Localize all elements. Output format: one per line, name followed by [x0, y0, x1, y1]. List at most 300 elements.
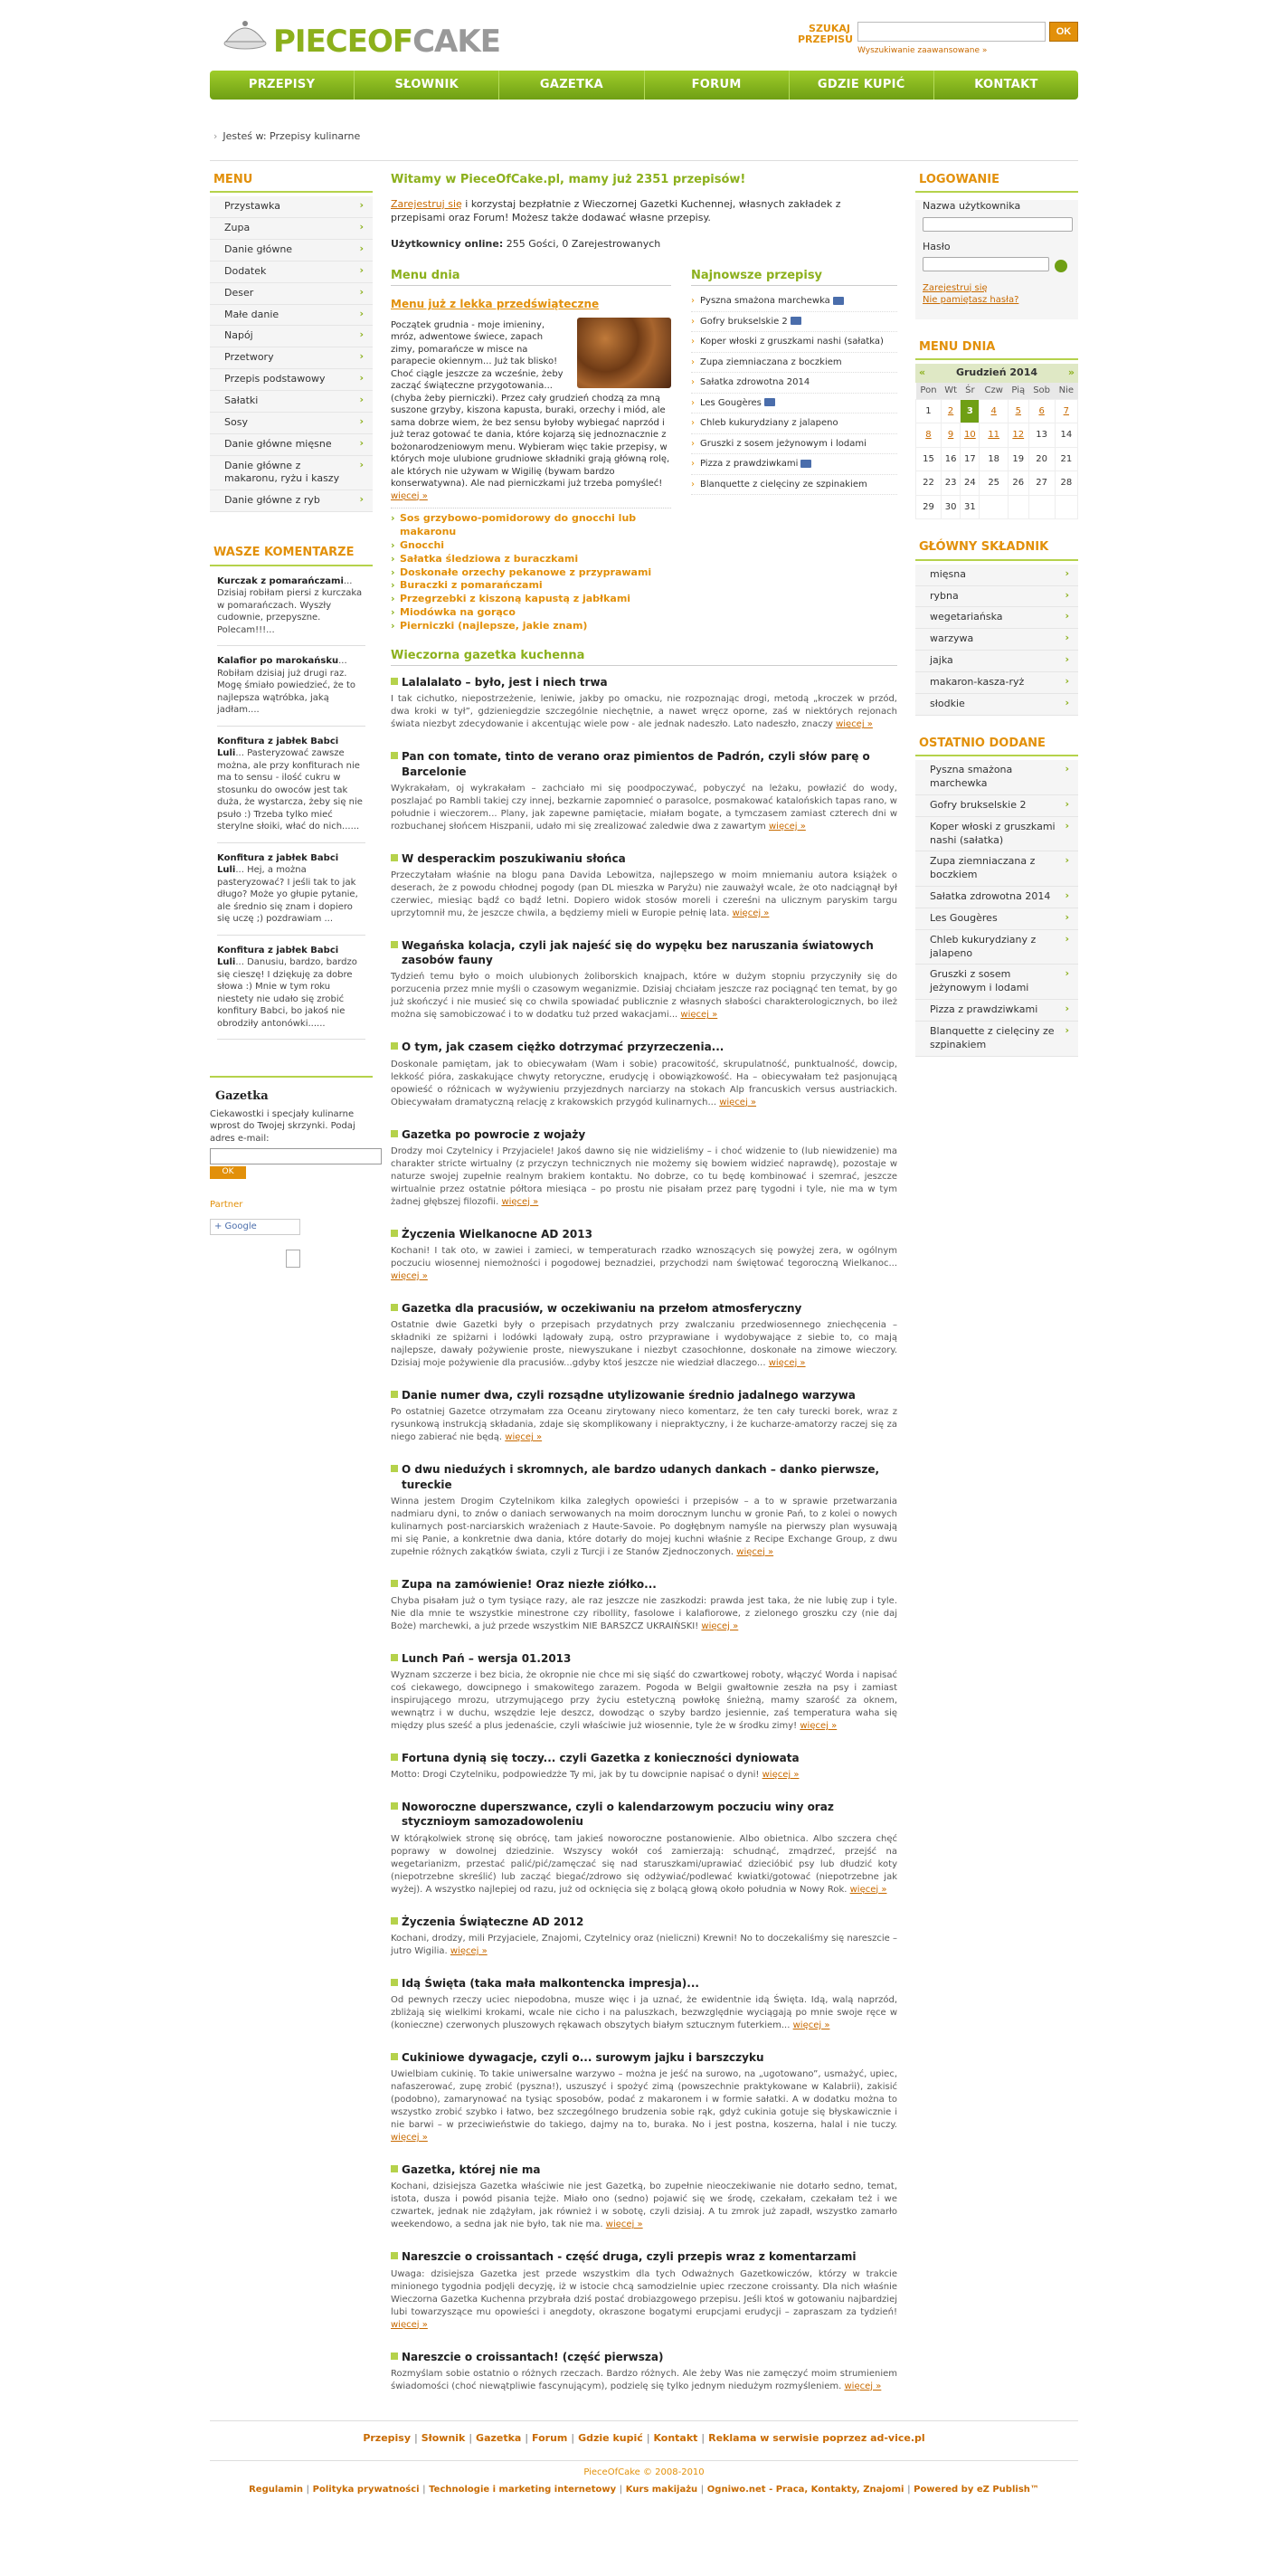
article [391, 1127, 897, 1218]
calendar-day-link[interactable]: 10 [963, 430, 976, 441]
article-title[interactable]: Życzenia Wielkanocne AD 2013 [391, 1227, 897, 1241]
ingredient-item [915, 586, 1078, 608]
calendar-day[interactable]: 31 [961, 495, 980, 519]
newest-item[interactable] [691, 454, 897, 475]
menu-link[interactable]: Danie główne › [210, 240, 373, 261]
ingredient-link[interactable]: warzywa › [915, 629, 1078, 651]
article-excerpt [391, 1145, 897, 1209]
article [391, 1227, 897, 1292]
article-title[interactable]: Fortuna dynią się toczy... czyli Gazetka z konieczności dyniowata [391, 1751, 897, 1765]
more-link[interactable]: więcej » [768, 1358, 806, 1369]
article [391, 675, 897, 740]
footer-separator: | [567, 2431, 579, 2444]
article-excerpt [391, 1669, 897, 1733]
more-link[interactable]: więcej » [844, 2381, 882, 2391]
article-excerpt [391, 2368, 897, 2393]
recent-link[interactable]: Chleb kukurydziany z jalapeno › [915, 930, 1078, 965]
recent-link[interactable]: Pizza z prawdziwkami › [915, 1000, 1078, 1022]
recent-item [915, 795, 1078, 817]
newest-item[interactable] [691, 475, 897, 496]
category-menu [210, 196, 373, 512]
newsletter-text: Ciekawostki i specjały kulinarne wprost do Twojej skrzynki. Podaj adres e-mail: [210, 1108, 355, 1144]
menu-link[interactable]: Sałatki › [210, 391, 373, 413]
recent-item [915, 930, 1078, 965]
calendar-weekday: Pon [916, 383, 942, 399]
calendar-day[interactable]: 28 [1055, 471, 1077, 496]
more-link[interactable]: więcej » [391, 490, 428, 501]
newest-item[interactable] [691, 413, 897, 434]
calendar-day[interactable]: 27 [1028, 471, 1055, 496]
more-link[interactable]: więcej » [836, 719, 873, 730]
more-link[interactable]: więcej » [391, 2133, 428, 2143]
menu-day-link[interactable]: Menu już z lekka przedświąteczne [391, 298, 600, 311]
newsletter-box [210, 1076, 373, 1179]
calendar-day[interactable]: 23 [941, 471, 960, 496]
menu-link[interactable]: Napój › [210, 326, 373, 347]
recent-menu [915, 760, 1078, 1057]
comment [217, 575, 365, 647]
ingredient-item [915, 629, 1078, 651]
menu-link[interactable]: Deser › [210, 283, 373, 305]
more-link[interactable]: więcej » [505, 1432, 543, 1443]
footer-separator: | [303, 2485, 313, 2495]
comment-title[interactable]: Konfitura z jabłek Babci Luli [217, 736, 339, 759]
calendar-day[interactable] [1055, 399, 1077, 423]
dish-item[interactable]: › Gnocchi [391, 539, 671, 553]
recent-item [915, 851, 1078, 887]
calendar-grid [915, 383, 1078, 519]
username-input[interactable] [923, 217, 1073, 232]
calendar-next[interactable]: » [1067, 366, 1075, 379]
calendar-day[interactable]: 30 [941, 495, 960, 519]
article-text: Winna jestem Drogim Czytelnikom kilka zaległych opowieści i przepisów – a to w sprawie przetwarzania nadmiaru dyni, to znów o daniach serwowanych na moim dorocznym lunchu w gronie Pań, to z kolei o nowych kulinarnych post-narciarskich wrażeniach z Haute-Savoie. Po dogłębnym namyśle na pierwszy plan wysuwają mi się Panie, a konkretnie dwa dania, które dotarły do mojej kuchni właśnie z Recipe Exchange Group, z dwu zupełnie różnych zakątków świata, czyli z Turcji i ze Stanów Zjednoczonych. [391, 1496, 897, 1557]
menu-item [210, 490, 373, 512]
article-excerpt [391, 2268, 897, 2332]
recent-link[interactable]: Gruszki z sosem jeżynowym i lodami › [915, 965, 1078, 1000]
newest-list [691, 291, 897, 495]
more-link[interactable]: więcej » [719, 1097, 757, 1107]
google-add-button[interactable]: + Google [210, 1219, 300, 1235]
recent-link[interactable]: Sałatka zdrowotna 2014 › [915, 887, 1078, 908]
calendar-day-link[interactable]: 12 [1012, 430, 1025, 441]
article-text: Chyba pisałam już o tym tysiące razy, ale raz jeszcze nie zaszkodzi: prawda jest taka, że nie lubię zup i tyle. Nie dla mnie te wszystkie minestrone czy ribollity, fasolowe i kalafiorowe, z zielonego groszku czy (nie daj Boże) marchewki, a już przede wszystkim NIE BARSZCZ UKRAIŃSKI! [391, 1595, 897, 1631]
calendar-day[interactable]: 22 [916, 471, 942, 496]
article-title[interactable]: Pan con tomate, tinto de verano oraz pimientos de Padrón, czyli słów parę o Barcelonie [391, 749, 897, 778]
footer-link[interactable]: Reklama w serwisie poprzez ad-vice.pl [708, 2431, 925, 2444]
ingredient-link[interactable]: rybna › [915, 586, 1078, 608]
more-link[interactable]: więcej » [800, 1721, 838, 1732]
article [391, 1462, 897, 1567]
cloche-icon [223, 16, 268, 52]
advanced-search-link[interactable]: Wyszukiwanie zaawansowane » [857, 46, 988, 55]
article-title[interactable]: Cukiniowe dywagacje, czyli o... surowym jajku i barszczyku [391, 2050, 897, 2065]
calendar-day-link[interactable]: 9 [947, 430, 954, 441]
article-title[interactable]: Danie numer dwa, czyli rozsądne utylizowanie średnio jadalnego warzywa [391, 1388, 897, 1402]
comment [217, 736, 365, 843]
comment-title[interactable]: Kurczak z pomarańczami [217, 575, 344, 586]
calendar-prev[interactable]: « [919, 366, 926, 379]
article-title[interactable]: Nareszcie o croissantach - część druga, czyli przepis wraz z komentarzami [391, 2249, 897, 2264]
article-excerpt [391, 2181, 897, 2231]
calendar-day[interactable]: 17 [961, 447, 980, 471]
calendar-day-link[interactable]: 11 [988, 430, 1000, 441]
calendar-day[interactable] [1008, 399, 1028, 423]
newsletter-ok-button[interactable]: OK [210, 1166, 246, 1179]
article-title[interactable]: Noworoczne duperszwance, czyli o kalendarzowym poczuciu winy oraz stycznioym samozadowoleniu [391, 1800, 897, 1829]
newest-name: Koper włoski z gruszkami nashi (sałatka) [700, 337, 884, 347]
article-text: Uwielbiam cukinię. To takie uniwersalne warzywo – można je jeść na surowo, na „ugotowano”, usmażyć, upiec, nafaszerować, zupę zrobić (pyszna!), uszuszyć i spożyć zimą (powszechnie praktykowane w Kalabrii), zakisić (podobno), zamarynować na tysiąc sposobów, podać z makaronem i w formie sałatki. A w dodatku można to wszystko zrobić szybko i łatwo, bez szczególnego brudzenia sobie rąk, gdyż cukinia gotuje się błyskawicznie i nie barwi – w przeciwieństwie do takiego, dajmy na to, buraka. No i jest postna, koszerna, halal i nie tuczy. [391, 2069, 897, 2131]
comment [217, 655, 365, 727]
footer-link[interactable]: Przepisy [363, 2431, 412, 2444]
search-input[interactable] [857, 22, 1046, 42]
calendar-day[interactable]: 13 [1028, 423, 1055, 448]
recent-link[interactable]: Pyszna smażona marchewka › [915, 760, 1078, 795]
menu-item [210, 347, 373, 369]
article-text: Kochani! I tak oto, w zawiei i zamieci, w temperaturach rzadko wznoszących się powyżej zera, w ogólnym poczuciu wiosennej niemożności i pogodowej beznadziei, przychodzi nam świętować tegoroczną Wielkanoc... [391, 1245, 897, 1269]
intro-text: Zarejestruj się i korzystaj bezpłatnie z Wieczornej Gazetki Kuchennej, własnych zakładek z przepisami oraz Forum! Możesz także dodawać własne przepisy. [391, 198, 841, 224]
menu-item [210, 456, 373, 491]
article-text: I tak cichutko, niepostrzeżenie, leniwie, jakby po omacku, nie rozpoznając drogi, metodą „kroczek w przód, dwa kroki w tył”, gdzieniegdzie szczególnie niechętnie, a nawet wręcz oporne, zaś w niektórych rejonach świata niezbyt zdecydowanie i akcentując wiele pow - ale jednak nadeszło. Lato nadeszło, znaczy [391, 694, 897, 730]
recent-link[interactable]: Blanquette z cielęciny ze szpinakiem › [915, 1022, 1078, 1057]
calendar-day [1008, 495, 1028, 519]
recent-item [915, 817, 1078, 852]
article [391, 749, 897, 841]
left-column [210, 172, 373, 2402]
more-link[interactable]: więcej » [768, 821, 806, 832]
dish-item[interactable]: › Doskonałe orzechy pekanowe z przyprawami [391, 566, 671, 580]
calendar-day[interactable]: 29 [916, 495, 942, 519]
calendar-day[interactable]: 1 [916, 399, 942, 423]
calendar-day[interactable] [980, 423, 1008, 448]
article-title[interactable]: Idą Święta (taka mała malkontencka impresja)... [391, 1976, 897, 1991]
ingredient-item [915, 672, 1078, 694]
article-excerpt [391, 1933, 897, 1958]
article [391, 851, 897, 929]
calendar-day[interactable]: 21 [1055, 447, 1077, 471]
menu-link[interactable]: Małe danie › [210, 305, 373, 327]
calendar-day[interactable] [961, 423, 980, 448]
menu-item [210, 218, 373, 240]
comment [217, 945, 365, 1041]
more-link[interactable]: więcej » [450, 1945, 488, 1956]
footer-link[interactable]: Powered by eZ Publish™ [914, 2485, 1039, 2495]
article-title[interactable]: Gazetka dla pracusiów, w oczekiwaniu na przełom atmosferyczny [391, 1301, 897, 1316]
article-excerpt [391, 1059, 897, 1109]
calendar-day-link[interactable]: 7 [1063, 405, 1069, 416]
article [391, 1040, 897, 1117]
calendar-day [1055, 495, 1077, 519]
article-text: Wyznam szczerze i bez bicia, że okropnie nie chce mi się siąść do czwartkowej roboty, włączyć Worda i napisać coś ciekawego, dowcipnego i smakowitego zarazem. Pogoda w Belgii gwałtownie zeszła na psy i zamiast inspirującego mrozu, utrzymującego przy życiu estetyczną powłokę śnieżną, mamy szarość za oknem, wewnątrz i w duchu, wszędzie leje deszcz, dowodząc o szyby bardzo jesiennie, zaś temperatura waha się między plus sześć a plus jedenaście, czyli właściwie już wiosennie, tyle że w środku zimy! [391, 1670, 897, 1732]
footer-separator: | [904, 2485, 914, 2495]
nav-gdzie-kupic[interactable]: GDZIE KUPIĆ [790, 71, 934, 100]
newest-name: Gofry brukselskie 2 [700, 316, 788, 327]
recent-item [915, 887, 1078, 908]
password-input[interactable] [923, 257, 1049, 271]
article-excerpt [391, 783, 897, 833]
more-link[interactable]: więcej » [762, 1770, 800, 1781]
menu-link[interactable]: Danie główne z makaronu, ryżu i kaszy › [210, 456, 373, 491]
article-title[interactable]: Lunch Pań – wersja 01.2013 [391, 1651, 897, 1666]
partner-link[interactable]: Partner [210, 1200, 243, 1211]
newest-item[interactable] [691, 394, 897, 414]
article-excerpt [391, 1496, 897, 1559]
article-title[interactable]: Gazetka po powrocie z wojaży [391, 1127, 897, 1142]
calendar [915, 339, 1078, 519]
dish-item[interactable]: › Pierniczki (najlepsze, jakie znam) [391, 620, 671, 633]
calendar-day-link[interactable]: 4 [990, 405, 997, 416]
nav-przepisy[interactable]: PRZEPISY [210, 71, 355, 100]
article [391, 2350, 897, 2402]
footer-links-2 [210, 2484, 1078, 2514]
ingredient-link[interactable]: jajka › [915, 651, 1078, 672]
article-text: Doskonale pamiętam, jak to obiecywałam (Wam i sobie) pracowitość, skrupulatność, punktualność, dowcip, lekkość pióra, zaskakujące chwyty retoryczne, erudycję i obowiązkowość. Ha – obiecywałam też pasjonującą opowieść o różnicach w wyżywieniu przyjezdnych narciarzy na stokach Alp francuskich versus austriackich. Obiecywałam dramatyczną relację z krakowskich przygód kulinarnych... [391, 1059, 897, 1107]
comment-title[interactable]: Kalafior po marokańsku [217, 656, 339, 667]
newest-item[interactable] [691, 373, 897, 394]
article-title[interactable]: W desperackim poszukiwaniu słońca [391, 851, 897, 866]
newest-name: Les Gougères [700, 397, 762, 408]
menu-link[interactable]: Danie główne mięsne › [210, 434, 373, 456]
article-title[interactable]: Zupa na zamówienie! Oraz niezłe ziółko... [391, 1577, 897, 1592]
footer-separator: | [616, 2485, 626, 2495]
more-link[interactable]: więcej » [849, 1884, 887, 1895]
newest-name: Sałatka zdrowotna 2014 [700, 377, 810, 388]
nav-slownik[interactable]: SŁOWNIK [355, 71, 499, 100]
footer-separator: | [411, 2431, 421, 2444]
footer-link[interactable]: Polityka prywatności [312, 2485, 420, 2495]
dish-photo[interactable] [577, 318, 671, 388]
article-text: Ostatnie dwie Gazetki były o przepisach przydatnych przy zwalczaniu przedwiosennego zniechęcenia – składniki ze spiżarni i lodówki lądowały zupą, ostro przyprawiane i wydobywające z siebie to, co mają najlepsze, dawały pożywienie proste, niewyszukane i niezbyt czasochłonne, doskonałe na zimowe wieczory. Dzisiaj moje pożywienie dla pracusiów...gdyby ktoś jeszcze nie wiedział dlaczego... [391, 1320, 897, 1369]
article-title[interactable]: Życzenia Świąteczne AD 2012 [391, 1915, 897, 1929]
menu-item [210, 326, 373, 347]
calendar-day[interactable]: 16 [941, 447, 960, 471]
calendar-day[interactable] [916, 423, 942, 448]
article-text: Rozmyślam sobie ostatnio o różnych rzeczach. Bardzo różnych. Ale żeby Was nie zamęczyć moim strumieniem świadomości (choć niewątpliwie fascynującym), podzielę się tylko jednym niedużym rozmyśleniem. [391, 2368, 897, 2391]
footer-link[interactable]: Regulamin [249, 2485, 304, 2495]
newest-name: Chleb kukurydziany z jalapeno [700, 418, 838, 429]
recent-link[interactable]: Gofry brukselskie 2 › [915, 795, 1078, 817]
menu-link[interactable]: Przepis podstawowy › [210, 369, 373, 391]
article-excerpt [391, 971, 897, 1022]
more-link[interactable]: więcej » [605, 2220, 643, 2230]
calendar-day[interactable]: 18 [980, 447, 1008, 471]
newsletter-email-input[interactable] [210, 1148, 382, 1164]
calendar-title: MENU DNIA [915, 339, 1078, 361]
menu-day-text: Początek grudnia - moje imieniny, mróz, adwentowe świece, zapach zimy, pomarańcze w misce na parapecie okiennym... Już tak blisko! Choć ciągle jeszcze za wcześnie, żeby zacząć świąteczne przygotowania... (chyba żeby pierniczki). Przez cały grudzień chodzą za mną suszone grzyby, kiszona kapusta, buraki, orzechy i miód, ale sama dobrze wiem, że bez sensu byłoby wybiegać naprzód i już teraz gotować te dania, które kojarzą się jednoznacznie z bożonarodzeniowym menu. Wybieram więc takie przepisy, w których moje ulubione grudniowe składniki grają główną rolę, ale których nie używam w Wigilię (bywam bardzo konserwatywna). Ale nad pierniczkami już trzeba pomyśleć! więcej » [391, 319, 670, 501]
document-icon[interactable] [286, 1250, 300, 1268]
footer-separator: | [642, 2431, 654, 2444]
forgot-password-link[interactable]: Nie pamiętasz hasła? [923, 295, 1019, 306]
login-go-button[interactable] [1055, 260, 1067, 272]
username-label: Nazwa użytkownika [923, 200, 1021, 213]
calendar-month: Grudzień 2014 [955, 366, 1038, 379]
recent-link[interactable]: Zupa ziemniaczana z boczkiem › [915, 851, 1078, 887]
ingredient-item [915, 694, 1078, 716]
calendar-day[interactable]: 15 [916, 447, 942, 471]
more-link[interactable]: więcej » [736, 1546, 774, 1557]
password-label: Hasło [923, 240, 951, 252]
calendar-day[interactable] [980, 399, 1008, 423]
ingredient-item [915, 565, 1078, 586]
footer-link[interactable]: Ogniwo.net - Praca, Kontakty, Znajomi [706, 2485, 904, 2495]
calendar-day[interactable]: 20 [1028, 447, 1055, 471]
menu-item [210, 391, 373, 413]
article-title[interactable]: Wegańska kolacja, czyli jak najeść się do wypęku bez naruszania światowych zasobów fauny [391, 938, 897, 967]
dish-item[interactable]: › Sos grzybowo-pomidorowy do gnocchi lub makaronu [391, 512, 671, 539]
menu-link[interactable]: Przetwory › [210, 347, 373, 369]
article-text: Wykrakałam, oj wykrakałam – zachciało mi się poodpoczywać, pobyczyć na leżaku, powłazić do wody, poszlajać po Rambli takiej czy innej, bezkarnie zapomnieć o parasolce, posmakować katalońskich tapas rano, w południe i wieczorem... Plany, jak zapewne pamiętacie, miałam bogate, a tymczasem zamiast czterech dni w rozbuchanej słońcem Hiszpanii, udało mi się zrealizować zaledwie dwa z zawartym [391, 783, 897, 832]
article-text: Kochani, dzisiejsza Gazetka właściwie nie jest Gazetką, bo zupełnie nieoczekiwanie nie dotarło sedno, temat, istota, dusza i powód pisania tejże. Miało ono (sedno) pojawić się we środę, czekałam, czekałam też i we czwartek, jednak nie zdążyłam, jak również i w sobotę, czyli dzisiaj. A tu zmrok już zapadł, wszystko zamarło weekendowo, a sedna jak nie było, tak nie ma. [391, 2182, 897, 2230]
footer-link[interactable]: Gdzie kupić [578, 2431, 643, 2444]
more-link[interactable]: więcej » [501, 1196, 539, 1207]
newest-item[interactable] [691, 332, 897, 353]
article-title[interactable]: Nareszcie o croissantach! (część pierwsza) [391, 2350, 897, 2364]
calendar-day-link[interactable]: 5 [1015, 405, 1021, 416]
article [391, 1751, 897, 1791]
more-link[interactable]: więcej » [391, 2319, 428, 2330]
logo[interactable] [223, 9, 521, 62]
footer [210, 2420, 1078, 2514]
calendar-day[interactable]: 26 [1008, 471, 1028, 496]
ingredient-item [915, 651, 1078, 672]
article-excerpt [391, 1994, 897, 2032]
register-link[interactable]: Zarejestruj się [391, 198, 462, 211]
calendar-day-link[interactable]: 2 [947, 405, 954, 416]
footer-link[interactable]: Kontakt [653, 2431, 698, 2444]
more-link[interactable]: więcej » [391, 1270, 428, 1281]
ingredient-link[interactable]: makaron-kasza-ryż › [915, 672, 1078, 694]
article-title[interactable]: Lalalalato – było, jest i niech trwa [391, 675, 897, 689]
dish-item[interactable]: › Miodówka na gorąco [391, 606, 671, 620]
article-excerpt [391, 1769, 897, 1782]
footer-link[interactable]: Forum [532, 2431, 568, 2444]
article-text: Tydzień temu było o moich ulubionych żoliborskich knajpach, które w dużym stopniu przyczyniły się do porzucenia przez mnie myśli o czasowym weganizmie. Dzisiaj chciałam jeszcze raz pociągnąć ten temat, by go już skończyć i nie musieć się co chwila spowiadać publicznie z własnych słabości charakterologicznych, bo ileż można się samobiczować i to w dodatku tuż przed wakacjami... [391, 972, 897, 1021]
menu-link[interactable]: Przystawka › [210, 196, 373, 218]
menu-day-title: Menu dnia [391, 268, 671, 287]
comment [217, 852, 365, 936]
article [391, 1577, 897, 1642]
login-title: LOGOWANIE [915, 172, 1078, 194]
calendar-weekday: Sob [1028, 383, 1055, 399]
calendar-weekday: Nie [1055, 383, 1077, 399]
menu-link[interactable]: Dodatek › [210, 261, 373, 283]
nav-gazetka[interactable]: GAZETKA [499, 71, 644, 100]
newest-item[interactable] [691, 353, 897, 374]
nav-forum[interactable]: FORUM [645, 71, 790, 100]
more-link[interactable]: więcej » [701, 1621, 739, 1631]
menu-item [210, 283, 373, 305]
article [391, 1388, 897, 1453]
menu-of-day [391, 268, 671, 633]
calendar-day[interactable] [1028, 399, 1055, 423]
recent-link[interactable]: Les Gougères › [915, 908, 1078, 930]
article-text: Kochani, drodzy, mili Przyjaciele, Znajomi, Czytelnicy oraz (nieliczni) Krewni! No to doczekaliśmy się nareszcie – jutro Wigilia. [391, 1933, 897, 1956]
footer-links [210, 2432, 1078, 2446]
comment-text: ... Danusiu, bardzo, bardzo się cieszę! I dziękuję za dobre słowa :) Mnie w tym roku niestety nie udało się zrobić konfitury Babci, bo jakoś nie obrodziły antonówki...... [217, 957, 357, 1029]
camera-icon [833, 297, 844, 305]
article-excerpt [391, 2068, 897, 2144]
menu-link[interactable]: Danie główne z ryb › [210, 490, 373, 512]
footer-separator: | [521, 2431, 533, 2444]
article-text: Od pewnych rzeczy uciec niepodobna, musze więc i ja uznać, że ewidentnie idą Święta. Idą, walą naprzód, zbliżają się wielkimi krokami, wcale nie cicho i na paluszkach, bezwzględnie wyciągają po mnie swoje ręce w (konieczne) czerwonych pluszowych rękawach obszytych białym sztucznym futerkiem... [391, 1995, 897, 2031]
menu-item [210, 369, 373, 391]
calendar-day-link[interactable]: 8 [925, 430, 932, 441]
article-title[interactable]: O tym, jak czasem ciężko dotrzymać przyrzeczenia... [391, 1040, 897, 1054]
comments-list [210, 575, 373, 1041]
calendar-day[interactable]: 24 [961, 471, 980, 496]
ingredient-link[interactable]: mięsna › [915, 565, 1078, 586]
register-link-right[interactable]: Zarejestruj się [923, 282, 988, 293]
ingredient-link[interactable]: słodkie › [915, 694, 1078, 716]
calendar-day-link[interactable]: 6 [1038, 405, 1045, 416]
article [391, 2050, 897, 2153]
article [391, 1915, 897, 1967]
newest-name: Gruszki z sosem jeżynowym i lodami [700, 438, 867, 449]
calendar-day[interactable]: 19 [1008, 447, 1028, 471]
recent-item [915, 908, 1078, 930]
footer-link[interactable]: Gazetka [476, 2431, 522, 2444]
calendar-day[interactable]: 25 [980, 471, 1008, 496]
dish-item[interactable]: › Buraczki z pomarańczami [391, 579, 671, 593]
newest-item[interactable] [691, 291, 897, 312]
footer-link[interactable]: Technologie i marketing internetowy [429, 2485, 617, 2495]
ingredient-title: GŁÓWNY SKŁADNIK [915, 539, 1078, 561]
ingredient-link[interactable]: wegetariańska › [915, 607, 1078, 629]
calendar-day[interactable]: 14 [1055, 423, 1077, 448]
users-online: Użytkownicy online: 255 Gości, 0 Zarejestrowanych [391, 238, 661, 251]
comments-title: WASZE KOMENTARZE [210, 545, 373, 566]
article-text: Przeczytałam właśnie na blogu pana Davida Lebowitza, najlepszego w moim mniemaniu autora książek o deserach, że z powodu chłodnej pogody (pan DL mieszka w Paryżu) nie zauważył wcale, że oto nadciągnął był czerwiec, miesiąc bądź co bądź letni. Dopiero widok stosów moreli i czereśni na ulicznym paryskim targu uprzytomnił mu, że jeszcze chwila, a będziemy mieli w Europie pełnię lata. [391, 870, 897, 919]
dish-item[interactable]: › Przegrzebki z kiszoną kapustą z jabłkami [391, 593, 671, 606]
calendar-weekday: Wt [941, 383, 960, 399]
calendar-day[interactable] [941, 423, 960, 448]
camera-icon [800, 460, 811, 468]
calendar-day[interactable]: 3 [961, 399, 980, 423]
article-text: W którąkolwiek stronę się obrócę, tam jakieś noworoczne postanowienie. Albo obietnica. Albo szczera chęć poprawy w dowolnej dziedzinie. Wszyscy wokół coś zamierzają: schudnąć, zmądrzeć, przejść na wegetarianizm, przestać palić/pić/zamęczać się nad staruszkami/uprawiać dziecióbić psy lub dłudzić koty (niepotrzebne skreślić) lub zacząć biegać/zdrowo się odżywiać/podlewać kwiatki/gotować (niepotrzebne jak wyżej). A wszystko najlepiej od razu, już od ocknięcia się z bolącą głową około południa w Nowy Rok. [391, 1833, 897, 1895]
more-link[interactable]: więcej » [680, 1010, 718, 1021]
newest-item[interactable] [691, 312, 897, 333]
nav-kontakt[interactable]: KONTAKT [974, 78, 1038, 91]
article-title[interactable]: Gazetka, której nie ma [391, 2163, 897, 2177]
recent-item [915, 965, 1078, 1000]
more-link[interactable]: więcej » [792, 2020, 830, 2031]
recent-link[interactable]: Koper włoski z gruszkami nashi (sałatka) › [915, 817, 1078, 852]
calendar-day[interactable] [1008, 423, 1028, 448]
comment-title[interactable]: Konfitura z jabłek Babci Luli [217, 945, 339, 968]
more-link[interactable]: więcej » [732, 908, 770, 919]
search-button[interactable]: OK [1049, 22, 1078, 42]
menu-link[interactable]: Zupa › [210, 218, 373, 240]
calendar-day[interactable] [941, 399, 960, 423]
footer-link[interactable]: Słownik [421, 2431, 466, 2444]
article [391, 2163, 897, 2240]
dish-item[interactable]: › Sałatka śledziowa z buraczkami [391, 553, 671, 566]
footer-link[interactable]: Kurs makijażu [625, 2485, 698, 2495]
calendar-day [1028, 495, 1055, 519]
menu-item [210, 196, 373, 218]
article-excerpt [391, 870, 897, 920]
footer-copy: PieceOfCake © 2008-2010 [210, 2460, 1078, 2479]
newest-item[interactable] [691, 434, 897, 455]
article-title[interactable]: O dwu nieduźych i skromnych, ale bardzo udanych dankach – danko pierwsze, tureckie [391, 1462, 897, 1491]
comment-text: ... Hej, a można pasteryzować? I jeśli tak to jak długo? Może yo głupie pytanie, ale średnio się znam i dopiero się uczę ;) pozdrawiam ... [217, 865, 358, 925]
main-content [391, 172, 897, 2402]
comment-text: ... Robiłam dzisiaj już drugi raz. Mogę śmiało powiedzieć, że to najlepsza wątróbka, jaką jadłam.... [217, 656, 355, 716]
recent-title: OSTATNIO DODANE [915, 736, 1078, 757]
article-text: Drodzy moi Czytelnicy i Przyjaciele! Jakoś dawno się nie widzieliśmy – i choć widzenie to (lub niewidzenie) ma charakter stricte wirtualny (z przyczyn technicznych nie możemy się bowiem widzieć naprawdę), pozostaje w naturze swojej zupełnie realnym brakiem kontaktu. No dobrze, co tu będę kombinować i szemrać, jeszcze wirtualnie przez ostatnie półtora miesiąca – po prostu nie pisałam przez parę tygodni i tyle, nie ma w tym żadnej głębszej filozofii. [391, 1145, 897, 1207]
menu-link[interactable]: Sosy › [210, 413, 373, 434]
menu-item [210, 261, 373, 283]
comment-title[interactable]: Konfitura z jabłek Babci Luli [217, 852, 339, 876]
